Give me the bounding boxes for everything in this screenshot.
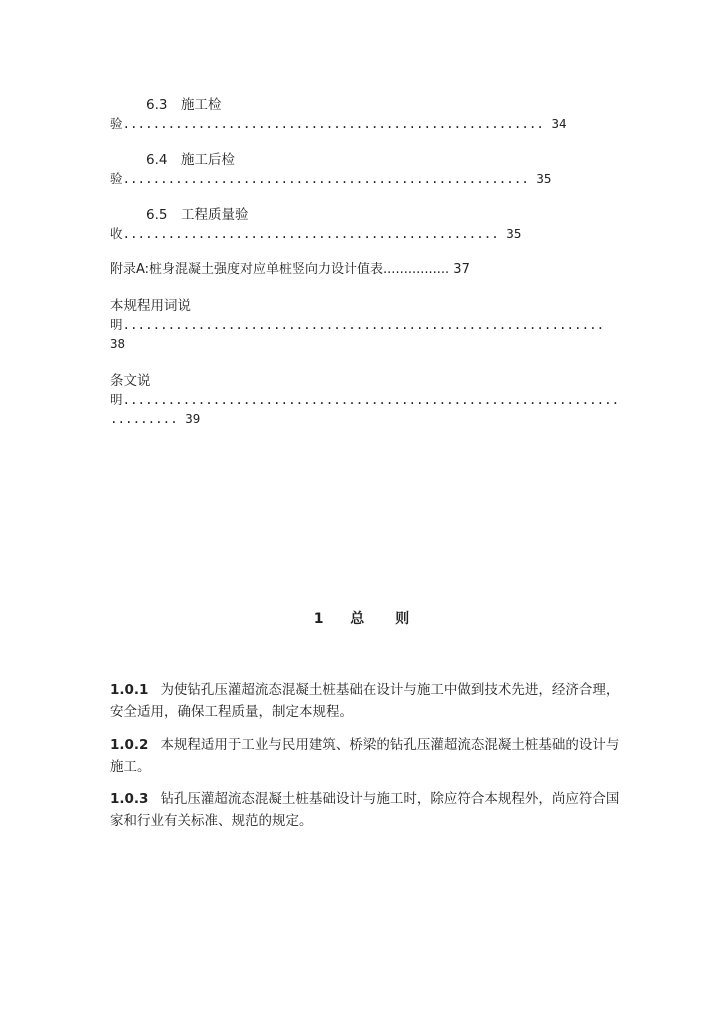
clause-number: 1.0.1 xyxy=(110,682,149,698)
clause-text: 本规程适用于工业与民用建筑、桥梁的钻孔压灌超流态混凝土桩基础的设计与施工。 xyxy=(110,737,620,775)
toc-entry-6-5-title[interactable]: 6.5 工程质量验 xyxy=(146,207,249,223)
chapter-title: 总 则 xyxy=(350,611,411,627)
toc-entry-6-3-leader[interactable]: 验........................................................ 34 xyxy=(110,116,567,131)
toc-entry-6-4-leader[interactable]: 验...................................................... 35 xyxy=(110,171,552,186)
toc-entry-explanation-leader[interactable]: 明.................................................................. xyxy=(110,392,620,407)
toc-entry-explanation-page[interactable]: ......... 39 xyxy=(110,411,201,426)
clause-1-0-3 xyxy=(110,788,630,832)
toc-entry-terms-leader[interactable]: 明................................................................ xyxy=(110,317,605,332)
toc-entry-appendix-a[interactable]: 附录A:桩身混凝土强度对应单桩竖向力设计值表................ 37 xyxy=(110,262,470,277)
clause-text: 为使钻孔压灌超流态混凝土桩基础在设计与施工中做到技术先进，经济合理，安全适用，确保工程质量，制定本规程。 xyxy=(110,682,620,720)
clause-text: 钻孔压灌超流态混凝土桩基础设计与施工时，除应符合本规程外，尚应符合国家和行业有关标准、规范的规定。 xyxy=(110,791,620,829)
chapter-number: 1 xyxy=(313,611,325,627)
toc-entry-explanation-title[interactable]: 条文说 xyxy=(110,373,151,389)
clause-1-0-1 xyxy=(110,679,630,723)
toc-entry-terms-page[interactable]: 38 xyxy=(110,336,126,351)
toc-entry-6-5-leader[interactable]: 收.................................................. 35 xyxy=(110,226,522,241)
clause-number: 1.0.3 xyxy=(110,791,149,807)
clause-number: 1.0.2 xyxy=(110,737,149,753)
toc-entry-6-4-title[interactable]: 6.4 施工后检 xyxy=(146,152,235,168)
toc-entry-terms-title[interactable]: 本规程用词说 xyxy=(110,298,191,314)
clause-1-0-2 xyxy=(110,734,630,778)
chapter-heading xyxy=(0,608,724,628)
toc-entry-6-3-title[interactable]: 6.3 施工检 xyxy=(146,97,222,113)
